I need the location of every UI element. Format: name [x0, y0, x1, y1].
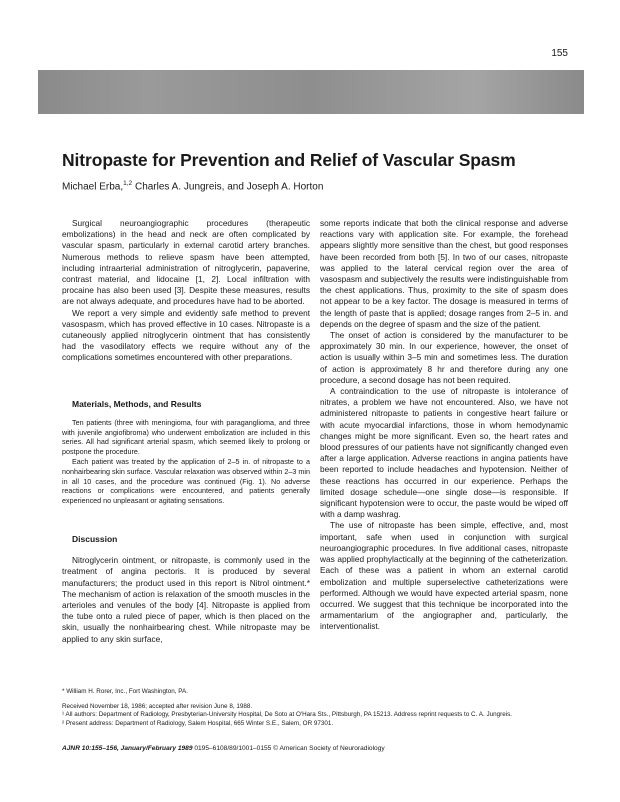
discussion-paragraph-1: Nitroglycerin ointment, or nitropaste, is commonly used in the treatment of angina pectoris. It is produced by several manufacturers; the product used in this report is Nitrol ointment.* The mechanism of action is relaxation of the smooth muscles in the arterioles and venules of the body [4]. Nitropaste is applied from the tube onto a ruled piece of paper, which is then placed on the skin, usually the nonhairbearing chest. While nitropaste may be applied to any skin surface,	[62, 555, 310, 644]
right-paragraph-4: The use of nitropaste has been simple, effective, and, most important, safe when used in conjunction with surgical neuroangiographic procedures. In five additional cases, nitropaste was applied prophylactically at the beginning of the catheterization. Each of these was a patient in whom an external carotid embolization and multiple superselective catheterizations were performed. Although we would have expected arterial spasm, none occurred. We suggest that this technique be incorporated into the armamentarium of the angiographer and, particularly, the interventionalist.	[320, 520, 568, 632]
journal-citation: AJNR 10:155–156, January/February 1989	[62, 745, 193, 752]
methods-heading: Materials, Methods, and Results	[72, 398, 202, 409]
right-paragraph-2: The onset of action is considered by the manufacturer to be approximately 30 min. In our experience, however, the onset of action is usually within 3–5 min and sometimes less. The duration of action is approximately 8 hr and therefore during any one procedure, a second dosage has not been required.	[320, 330, 568, 385]
intro-paragraph-2: We report a very simple and evidently safe method to prevent vasospasm, which has proved effective in 10 cases. Nitropaste is a cutaneously applied nitroglycerin ointment that has consistently had the vasodilatory effects we require without any of the complications sometimes encountered with other preparations.	[62, 307, 310, 363]
other-authors: Charles A. Jungreis, and Joseph A. Horton	[132, 181, 324, 193]
journal-citation-line	[62, 745, 385, 752]
methods-paragraph-2: Each patient was treated by the application of 2–5 in. of nitropaste to a nonhairbearing skin surface. Vascular relaxation was observed within 2–3 min in all 10 cases, and the procedure was continued (Fig. 1). No adverse reactions or complications were encountered, and patients generally experienced no unpleasant or agitating sensations.	[62, 457, 310, 506]
right-column	[320, 218, 568, 633]
footnote-affiliation-1: ¹ All authors: Department of Radiology, Presbyterian-University Hospital, De Soto at O'Hara Sts., Pittsburgh, PA 15213. Address reprint requests to C. A. Jungreis.	[62, 711, 513, 719]
author-line	[62, 180, 323, 192]
left-column	[62, 218, 310, 645]
discussion-heading: Discussion	[72, 534, 118, 545]
author-affiliation-marks: 1,2	[123, 180, 133, 187]
intro-paragraph-1: Surgical neuroangiographic procedures (therapeutic embolizations) in the head and neck are often complicated by vascular spasm, particularly in external carotid artery branches. Numerous methods to relieve spasm have been attempted, including intraarterial administration of nitroglycerin, papaverine, contrast material, and lidocaine [1, 2]. Local infiltration with procaine has also been used [3]. Despite these measures, results are not always adequate, and procedures have had to be aborted.	[62, 218, 310, 307]
footnote-affiliation-2: ² Present address: Department of Radiology, Salem Hospital, 665 Winter S.E., Salem, OR 97301.	[62, 719, 334, 727]
first-author: Michael Erba,	[62, 181, 124, 193]
page-number: 155	[551, 48, 568, 59]
footnote-manufacturer: * William H. Rorer, Inc., Fort Washington, PA.	[62, 688, 188, 695]
header-band	[38, 70, 584, 114]
footnote-received: Received November 18, 1986; accepted after revision June 8, 1988.	[62, 702, 253, 710]
journal-details: 0195–6108/89/1001–0155 © American Society of Neuroradiology	[192, 745, 385, 752]
right-paragraph-3: A contraindication to the use of nitropaste is intolerance of nitrates, a problem we have not encountered. Also, we have not administered nitropaste to patients in congestive heart failure or with acute myocardial infarctions, those in whom hemodynamic changes might be more significant. Even so, the heart rates and blood pressures of our patients have not significantly changed even after a large application. Adverse reactions in angina patients have been reported to include headaches and hypotension. Neither of these reactions has occurred in our experience. Perhaps the limited dosage schedule—one single dose—is responsible. If significant hypotension were to occur, the paste would be wiped off with a damp washrag.	[320, 386, 568, 520]
footnotes	[62, 688, 582, 728]
right-paragraph-1: some reports indicate that both the clinical response and adverse reactions vary with application site. For example, the forehead appears slightly more sensitive than the chest, but good responses have been recorded from both [5]. In two of our cases, nitropaste was applied to the lateral cervical region over the area of vasospasm and subjectively the results were indistinguishable from the chest applications. Thus, proximity to the site of spasm does not appear to be a key factor. The dosage is measured in terms of the length of paste that is applied; dosage ranges from 2–5 in. and depends on the degree of spasm and the size of the patient.	[320, 218, 568, 329]
article-title: Nitropaste for Prevention and Relief of Vascular Spasm	[62, 150, 516, 170]
methods-paragraph-1: Ten patients (three with meningioma, four with paraganglioma, and three with juvenile angiofibroma) who underwent embolization are included in this series. All had significant arterial spasm, which seemed likely to prolong or postpone the procedure.	[62, 417, 310, 457]
